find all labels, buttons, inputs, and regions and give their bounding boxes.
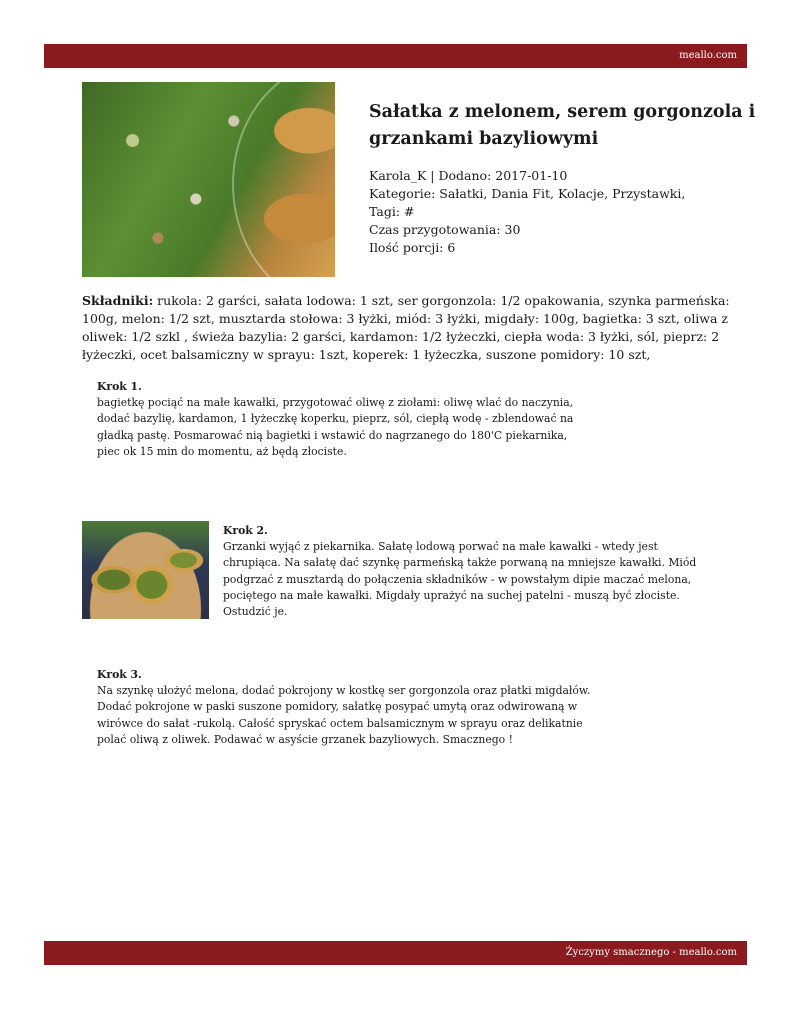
categories: Kategorie: Sałatki, Dania Fit, Kolacje, Przystawki, xyxy=(369,186,686,201)
step-label: Krok 1. xyxy=(97,380,142,393)
ingredients-text: rukola: 2 garści, sałata lodowa: 1 szt, ser gorgonzola: 1/2 opakowania, szynka parmeńska: 100g, melon: 1/2 szt, musztarda stołowa: 3 łyżki, miód: 3 łyżki, migdały: 100g, bagietka: 3 szt, oliwa z oliwek: 1/2 szkl , świeża bazylia: 2 garści, kardamon: 1/2 łyżeczki, ciepła woda: 3 łyżki, sól, pieprz: 2 łyżeczki, ocet balsamiczny w sprayu: 1szt, koperek: 1 łyżeczka, suszone pomidory: 10 szt, xyxy=(82,293,730,362)
author-date: Karola_K | Dodano: 2017-01-10 xyxy=(369,168,568,183)
ingredients-label: Składniki: xyxy=(82,293,154,308)
header-bar xyxy=(44,44,747,68)
recipe-photo xyxy=(82,82,335,277)
ingredients xyxy=(82,292,747,364)
site-name: meallo.com xyxy=(679,50,737,61)
step-2 xyxy=(223,523,718,620)
step-1 xyxy=(97,379,592,460)
step-3 xyxy=(97,667,592,748)
step-2-photo xyxy=(82,521,209,619)
recipe-title: Sałatka z melonem, serem gorgonzola i grzankami bazyliowymi xyxy=(369,102,756,149)
recipe-meta xyxy=(369,167,769,257)
step-text: Na szynkę ułożyć melona, dodać pokrojony w kostkę ser gorgonzola oraz płatki migdałów. Dodać pokrojone w paski suszone pomidory, sałatkę posypać umytą oraz odwirowaną w wirówce do sałat -rukolą. Całość spryskać octem balsamicznym w sprayu oraz delikatnie polać oliwą z oliwek. Podawać w asyście grzanek bazyliowych. Smacznego ! xyxy=(97,684,591,746)
tags: Tagi: # xyxy=(369,204,415,219)
step-label: Krok 3. xyxy=(97,668,142,681)
step-text: Grzanki wyjąć z piekarnika. Sałatę lodową porwać na małe kawałki - wtedy jest chrupiąca. Na sałatę dać szynkę parmeńską także porwaną na mniejsze kawałki. Miód podgrzać z musztardą do połączenia składników - w powstałym dipie maczać melona, pociętego na małe kawałki. Migdały uprażyć na suchej patelni - muszą być złociste. Ostudzić je. xyxy=(223,540,697,619)
footer-bar xyxy=(44,941,747,965)
step-text: bagietkę pociąć na małe kawałki, przygotować oliwę z ziołami: oliwę wlać do naczynia, dodać bazylię, kardamon, 1 łyżeczkę koperku, pieprz, sól, ciepłą wodę - zblendować na gładką pastę. Posmarować nią bagietki i wstawić do nagrzanego do 180'C piekarnika, piec ok 15 min do momentu, aż będą złociste. xyxy=(97,396,574,458)
prep-time: Czas przygotowania: 30 xyxy=(369,222,521,237)
servings: Ilość porcji: 6 xyxy=(369,240,456,255)
step-label: Krok 2. xyxy=(223,524,268,537)
footer-text: Życzymy smacznego - meallo.com xyxy=(565,947,737,958)
